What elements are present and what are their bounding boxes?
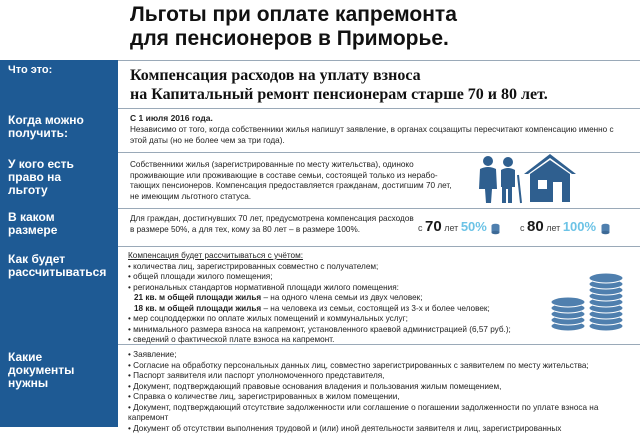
list-item-text: мер соцподдержки по оплате жилых помещений и коммунальных услуг; [133,314,408,323]
list-item [128,293,563,304]
list-item: • региональных стандартов нормативной площади жилого помещения: [128,283,563,294]
list-item-text: Справка о количестве лиц, зарегистрированных в жилом помещении, [133,392,399,401]
docs-list [128,350,633,434]
divider [118,208,640,209]
badge-80-prefix: с [520,223,525,233]
list-item: • Документ, подтверждающий правовые основания владения и пользования жилым помещением, [128,382,633,393]
badge-80 [520,218,610,235]
list-item-text: сведений о фактической плате взноса на капремонт. [133,335,334,344]
list-item-text: Документ, подтверждающий правовые основания владения и пользования жилым помещением, [133,382,501,391]
elderly-couple-icon [468,153,528,205]
list-item-text: – на человека из семьи, состоящей из 3-х и более человек; [263,304,489,313]
section-label-when: Когда можно получить: [8,114,98,140]
section-label-calc: Как будет рассчитываться [8,253,108,279]
list-item-text: общей площади жилого помещения; [133,272,272,281]
coin-stack-icon [548,268,632,332]
list-item-text: Документ об отсутствии выполнения трудовой и (или) иной деятельности заявителя и лиц, зарегистрированных [133,424,561,433]
badge-70 [418,218,500,235]
section-label-size: В каком размере [8,211,88,237]
calc-block [128,251,563,346]
list-item: • Документ, подтверждающий отсутствие задолженности или соглашение о погашении задолженности по уплате взноса на капремонт [128,403,633,424]
list-item [128,304,563,315]
list-item: • Документ об отсутствии выполнения трудовой и (или) иной деятельности заявителя и лиц, зарегистрированных [128,424,633,434]
list-item: • Паспорт заявителя или паспорт уполномоченного представителя, [128,371,633,382]
list-item: • мер соцподдержки по оплате жилых помещений и коммунальных услуг; [128,314,563,325]
divider [118,246,640,247]
calc-list [128,262,563,346]
list-item-bold: 21 кв. м общей площади жилья [134,293,261,302]
list-item-text: Паспорт заявителя или паспорт уполномоченного представителя, [133,371,384,380]
coin-stack-icon [491,223,500,235]
list-item: • сведений о фактической плате взноса на капремонт. [128,335,563,346]
when-date: С 1 июля 2016 года. [130,113,213,124]
size-text: Для граждан, достигнувших 70 лет, предусмотрена компенсация расходов в размере 50%, а для тех, кому за 80 лет – в размере 100%. [130,214,415,235]
badge-70-percent: 50% [461,219,487,234]
list-item-text: Согласие на обработку персональных данных лиц, совместно зарегистрированных с заявителем по месту жительства; [133,361,589,370]
title-line-2: для пенсионеров в Приморье. [130,27,457,51]
divider [118,60,640,61]
section-label-docs: Какие документы нужны [8,351,88,390]
when-text: Независимо от того, когда собственники жилья напишут заявление, в органах соцзащиты пересчитают компенсацию именно с этой даты (но не более чем за три года). [130,125,625,146]
badge-70-age: 70 [425,218,442,235]
list-item: • общей площади жилого помещения; [128,272,563,283]
list-item-text: региональных стандартов нормативной площади жилого помещения: [133,283,399,292]
list-item-text: Заявление; [133,350,176,359]
calc-heading: Компенсация будет рассчитываться с учётом: [128,251,563,262]
list-item: • Справка о количестве лиц, зарегистрированных в жилом помещении, [128,392,633,403]
badge-80-unit: лет [546,223,560,233]
list-item-text: Документ, подтверждающий отсутствие задолженности или соглашение о погашении задолженности по уплате взноса на капремонт [128,403,598,423]
section-label-who: У кого есть право на льготу [8,158,88,197]
badge-80-age: 80 [527,218,544,235]
docs-block [128,350,633,434]
list-item: • количества лиц, зарегистрированных совместно с получателем; [128,262,563,273]
list-item-bold: 18 кв. м общей площади жилья [134,304,261,313]
list-item: • минимального размера взноса на капремонт, установленного краевой администрацией (6,57 руб.); [128,325,563,336]
badge-70-prefix: с [418,223,423,233]
list-item-text: – на одного члена семьи из двух человек; [263,293,422,302]
list-item: • Согласие на обработку персональных данных лиц, совместно зарегистрированных с заявителем по месту жительства; [128,361,633,372]
divider [118,108,640,109]
title-line-1: Льготы при оплате капремонта [130,3,457,27]
list-item-text: количества лиц, зарегистрированных совместно с получателем; [133,262,378,271]
badge-80-percent: 100% [563,219,596,234]
list-item-text: минимального размера взноса на капремонт, установленного краевой администрацией (6,57 руб.); [133,325,511,334]
compensation-line-2: на Капитальный ремонт пенсионерам старше 70 и 80 лет. [130,85,548,104]
page-title [130,3,457,51]
section-label-what: Что это: [8,64,52,77]
compensation-heading [130,66,548,104]
who-text: Собственники жилья (зарегистрированные по месту жительства), одиноко проживающие или проживающие в составе семьи, состоящей только из нерабо-тающих пенсионеров. Компенсация предоставляется гражданам, достигшим 70 лет, не имеющим льготного статуса. [130,160,460,202]
list-item: • Заявление; [128,350,633,361]
house-icon [520,150,580,206]
header [0,0,640,60]
coin-stack-icon [601,223,610,235]
badge-70-unit: лет [444,223,458,233]
compensation-line-1: Компенсация расходов на уплату взноса [130,66,548,85]
